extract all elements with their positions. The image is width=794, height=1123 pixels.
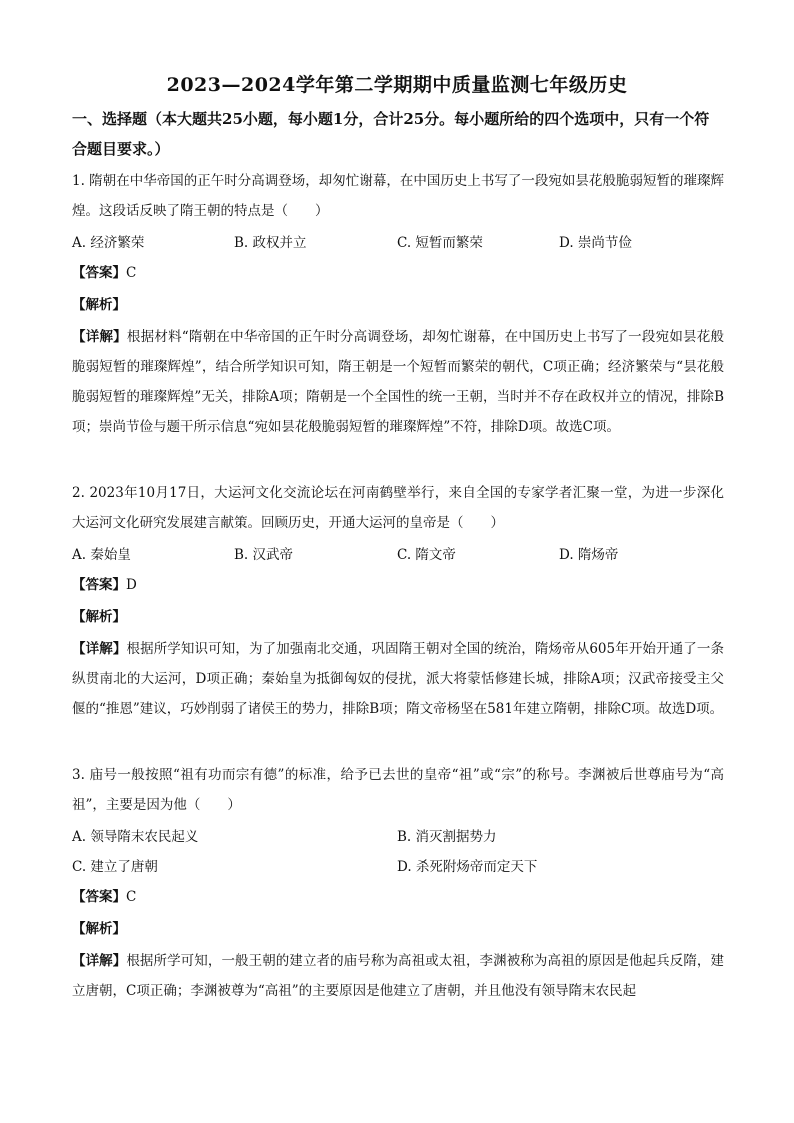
answer-label: 【答案】 [72, 265, 126, 281]
question-1-option-a: A. 经济繁荣 [72, 235, 145, 251]
detail-text: 根据材料“隋朝在中华帝国的正午时分高调登场，却匆忙谢幕，在中国历史上书写了一段宛如昙花般脆弱短暂的璀璨辉煌”，结合所学知识可知，隋王朝是一个短暂而繁荣的朝代，C项正确；经济繁荣与“昙花般脆弱短暂的璀璨辉煌”无关，排除A项；隋朝是一个全国性的统一王朝，当时并不存在政权并立的情况，排除B项；崇尚节俭与题干所示信息“宛如昙花般脆弱短暂的璀璨辉煌”不符，排除D项。故选C项。 [72, 329, 724, 435]
answer-value: D [126, 577, 137, 593]
question-3-options-row2 [72, 852, 724, 882]
question-3-options-row1 [72, 822, 724, 852]
question-2-option-c: C. 隋文帝 [397, 547, 456, 563]
question-3-answer [72, 882, 136, 912]
question-2-answer [72, 570, 137, 600]
question-2-option-a: A. 秦始皇 [72, 547, 131, 563]
question-3-option-a: A. 领导隋末农民起义 [72, 829, 199, 845]
detail-label: 【详解】 [72, 329, 127, 345]
detail-label: 【详解】 [72, 953, 127, 969]
detail-text: 根据所学知识可知，为了加强南北交通，巩固隋王朝对全国的统治，隋炀帝从605年开始开通了一条纵贯南北的大运河，D项正确；秦始皇为抵御匈奴的侵扰，派大将蒙恬修建长城，排除A项；汉武帝接受主父偃的“推恩”建议，巧妙削弱了诸侯王的势力，排除B项；隋文帝杨坚在581年建立隋朝，排除C项。故选D项。 [72, 641, 724, 717]
question-3-option-d: D. 杀死附炀帝而定天下 [397, 859, 538, 875]
question-1-stem: 1. 隋朝在中华帝国的正午时分高调登场，却匆忙谢幕，在中国历史上书写了一段宛如昙花般脆弱短暂的璀璨辉煌。这段话反映了隋王朝的特点是（ ） [72, 173, 724, 219]
question-3-stem: 3. 庙号一般按照“祖有功而宗有德”的标准，给予已去世的皇帝“祖”或“宗”的称号。李渊被后世尊庙号为“高祖”，主要是因为他（ ） [72, 767, 724, 813]
page-title: 2023—2024学年第二学期期中质量监测七年级历史 [166, 74, 628, 96]
section-heading: 一、选择题（本大题共25小题，每小题1分，合计25分。每小题所给的四个选项中，只有一个符合题目要求。） [72, 110, 710, 158]
answer-value: C [126, 265, 137, 281]
answer-label: 【答案】 [72, 577, 126, 593]
detail-label: 【详解】 [72, 641, 127, 657]
question-1-option-b: B. 政权并立 [234, 235, 307, 251]
answer-value: C [126, 889, 137, 905]
detail-text: 根据所学可知，一般王朝的建立者的庙号称为高祖或太祖，李渊被称为高祖的原因是他起兵反隋，建立唐朝，C项正确；李渊被尊为“高祖”的主要原因是他建立了唐朝，并且他没有领导隋末农民起 [72, 953, 725, 999]
question-3-detail [72, 946, 724, 1006]
answer-label: 【答案】 [72, 889, 126, 905]
question-1-answer [72, 258, 136, 288]
question-2-analysis-label: 【解析】 [72, 609, 126, 625]
question-2-option-d: D. 隋炀帝 [559, 547, 619, 563]
question-1-detail [72, 322, 724, 442]
question-1-options [72, 228, 724, 258]
question-2-stem: 2. 2023年10月17日，大运河文化交流论坛在河南鹤壁举行，来自全国的专家学者汇聚一堂，为进一步深化大运河文化研究发展建言献策。回顾历史，开通大运河的皇帝是（ ） [72, 485, 724, 531]
question-1-option-c: C. 短暂而繁荣 [397, 235, 483, 251]
question-2-options [72, 540, 724, 570]
question-2-option-b: B. 汉武帝 [234, 547, 294, 563]
question-1-analysis-label: 【解析】 [72, 297, 126, 313]
question-3-analysis-label: 【解析】 [72, 921, 126, 937]
question-3-option-b: B. 消灭割据势力 [397, 829, 497, 845]
question-2-detail [72, 634, 724, 724]
question-3-option-c: C. 建立了唐朝 [72, 859, 158, 875]
question-1-option-d: D. 崇尚节俭 [559, 235, 632, 251]
